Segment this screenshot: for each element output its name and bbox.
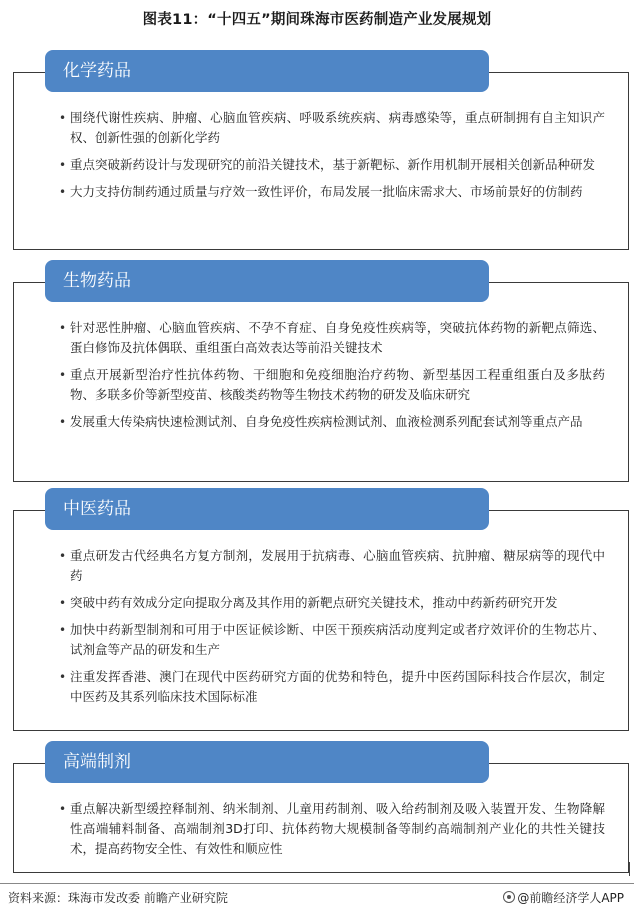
list-item: • 针对恶性肿瘤、心脑血管疾病、不孕不育症、自身免疫性疾病等，突破抗体药物的新靶点筛选、蛋白修饰及抗体偶联、重组蛋白高效表达等前沿关键技术 bbox=[59, 318, 605, 358]
bullet-list bbox=[59, 318, 605, 439]
section-chemical-drugs bbox=[13, 50, 629, 250]
section-heading: 化学药品 bbox=[45, 50, 489, 92]
edge-mark bbox=[629, 862, 630, 876]
bullet-list bbox=[59, 799, 605, 866]
page-title: 图表11：“十四五”期间珠海市医药制造产业发展规划 bbox=[142, 12, 492, 28]
list-item: • 突破中药有效成分定向提取分离及其作用的新靶点研究关键技术，推动中药新药研究开发 bbox=[59, 593, 605, 613]
bullet-list bbox=[59, 108, 605, 209]
section-heading: 中医药品 bbox=[45, 488, 489, 530]
bullet-list bbox=[59, 546, 605, 714]
list-item: • 重点解决新型缓控释制剂、纳米制剂、儿童用药制剂、吸入给药制剂及吸入装置开发、生物降解性高端辅料制备、高端制剂3D打印、抗体药物大规模制备等制约高端制剂产业化的共性关键技术，提高药物安全性、有效性和顺应性 bbox=[59, 799, 605, 859]
footer-divider bbox=[0, 883, 634, 884]
list-item: • 重点研发古代经典名方复方制剂，发展用于抗病毒、心脑血管疾病、抗肿瘤、糖尿病等的现代中药 bbox=[59, 546, 605, 586]
list-item: • 注重发挥香港、澳门在现代中医药研究方面的优势和特色，提升中医药国际科技合作层次，制定中医药及其系列临床技术国际标准 bbox=[59, 667, 605, 707]
list-item: • 重点突破新药设计与发现研究的前沿关键技术，基于新靶标、新作用机制开展相关创新品种研发 bbox=[59, 155, 605, 175]
section-tcm-drugs bbox=[13, 488, 629, 731]
list-item: • 围绕代谢性疾病、肿瘤、心脑血管疾病、呼吸系统疾病、病毒感染等，重点研制拥有自主知识产权、创新性强的创新化学药 bbox=[59, 108, 605, 148]
list-item: • 重点开展新型治疗性抗体药物、干细胞和免疫细胞治疗药物、新型基因工程重组蛋白及多肽药物、多联多价等新型疫苗、核酸类药物等生物技术药物的研发及临床研究 bbox=[59, 365, 605, 405]
section-heading: 高端制剂 bbox=[45, 741, 489, 783]
brand-credit-label: @前瞻经济学人APP bbox=[517, 891, 624, 905]
section-biological-drugs bbox=[13, 260, 629, 482]
list-item: • 大力支持仿制药通过质量与疗效一致性评价，布局发展一批临床需求大、市场前景好的仿制药 bbox=[59, 182, 605, 202]
list-item: • 发展重大传染病快速检测试剂、自身免疫性疾病检测试剂、血液检测系列配套试剂等重点产品 bbox=[59, 412, 605, 432]
brand-logo-icon bbox=[503, 891, 515, 903]
section-heading: 生物药品 bbox=[45, 260, 489, 302]
source-note: 资料来源：珠海市发改委 前瞻产业研究院 bbox=[8, 891, 228, 905]
section-advanced-formulations bbox=[13, 741, 629, 873]
list-item: • 加快中药新型制剂和可用于中医证候诊断、中医干预疾病活动度判定或者疗效评价的生物芯片、试剂盒等产品的研发和生产 bbox=[59, 620, 605, 660]
brand-credit bbox=[503, 889, 624, 906]
